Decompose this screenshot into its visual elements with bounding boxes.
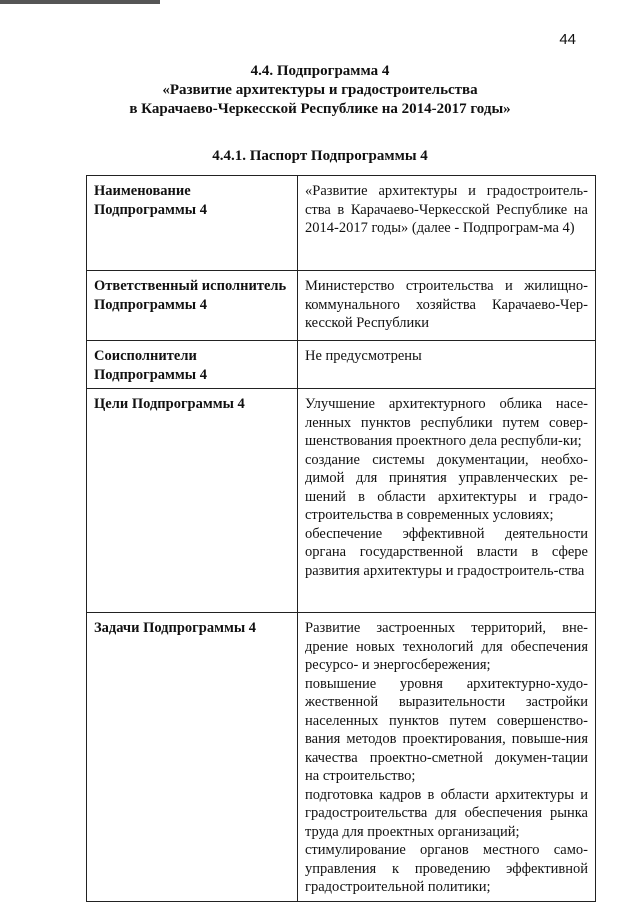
table-row <box>87 271 596 341</box>
passport-subheading: 4.4.1. Паспорт Подпрограммы 4 <box>212 148 428 164</box>
row-label: Цели Подпрограммы 4 <box>87 389 298 613</box>
table-row <box>87 613 596 902</box>
row-value <box>298 341 596 389</box>
row-value <box>298 176 596 271</box>
row-value <box>298 613 596 902</box>
page-number: 44 <box>559 31 576 48</box>
row-label: Соисполнители Подпрограммы 4 <box>87 341 298 389</box>
table-row <box>87 389 596 613</box>
row-label: Задачи Подпрограммы 4 <box>87 613 298 902</box>
row-label: Ответственный исполнитель Подпрограммы 4 <box>87 271 298 341</box>
row-value <box>298 389 596 613</box>
value-paragraph: Не предусмотрены <box>305 348 422 364</box>
value-paragraph: Развитие застроенных территорий, вне-дрение новых технологий для обеспечения ресурсо- и энергосбережения; <box>305 620 588 673</box>
heading-line-3: в Карачаево-Черкесской Республике на 2014-2017 годы» <box>129 101 511 117</box>
value-paragraph: обеспечение эффективной деятельности органа государственной власти в сфере развития архитектуры и градостроитель-ства <box>305 525 588 579</box>
value-paragraph: «Развитие архитектуры и градостроитель-ства в Карачаево-Черкесской Республике на 2014-2017 годы» (далее - Подпрограм-ма 4) <box>305 183 588 236</box>
value-paragraph: Улучшение архитектурного облика насе-ленных пунктов республики путем совер-шенствования проектного дела республи-ки; <box>305 396 588 449</box>
table-row <box>87 341 596 389</box>
row-label: Наименование Подпрограммы 4 <box>87 176 298 271</box>
value-paragraph: создание системы документации, необхо-димой для принятия управленческих ре-шений в области архитектуры и градо-строительства в современных условиях; <box>305 451 588 523</box>
heading-line-2: «Развитие архитектуры и градостроительства <box>162 82 478 98</box>
heading-line-1: 4.4. Подпрограмма 4 <box>250 63 390 79</box>
value-paragraph: Министерство строительства и жилищно-коммунального хозяйства Карачаево-Чер-кесской Республики <box>305 278 588 331</box>
value-paragraph: повышение уровня архитектурно-худо-жественной выразительности застройки населенных пунктов путем совершенство-вания методов проектирования, повыше-ния качества проектно-сметной докумен-тации на строительство; <box>305 675 588 784</box>
section-heading <box>0 62 640 119</box>
passport-table <box>86 175 596 902</box>
table-row <box>87 176 596 271</box>
value-paragraph: подготовка кадров в области архитектуры и градостроительства для обеспечения рынка труда для проектных организаций; <box>305 786 588 840</box>
value-paragraph: стимулирование органов местного само-управления к проведению эффективной градостроительной политики; <box>305 842 588 895</box>
scan-edge-mark <box>0 0 160 4</box>
row-value <box>298 271 596 341</box>
